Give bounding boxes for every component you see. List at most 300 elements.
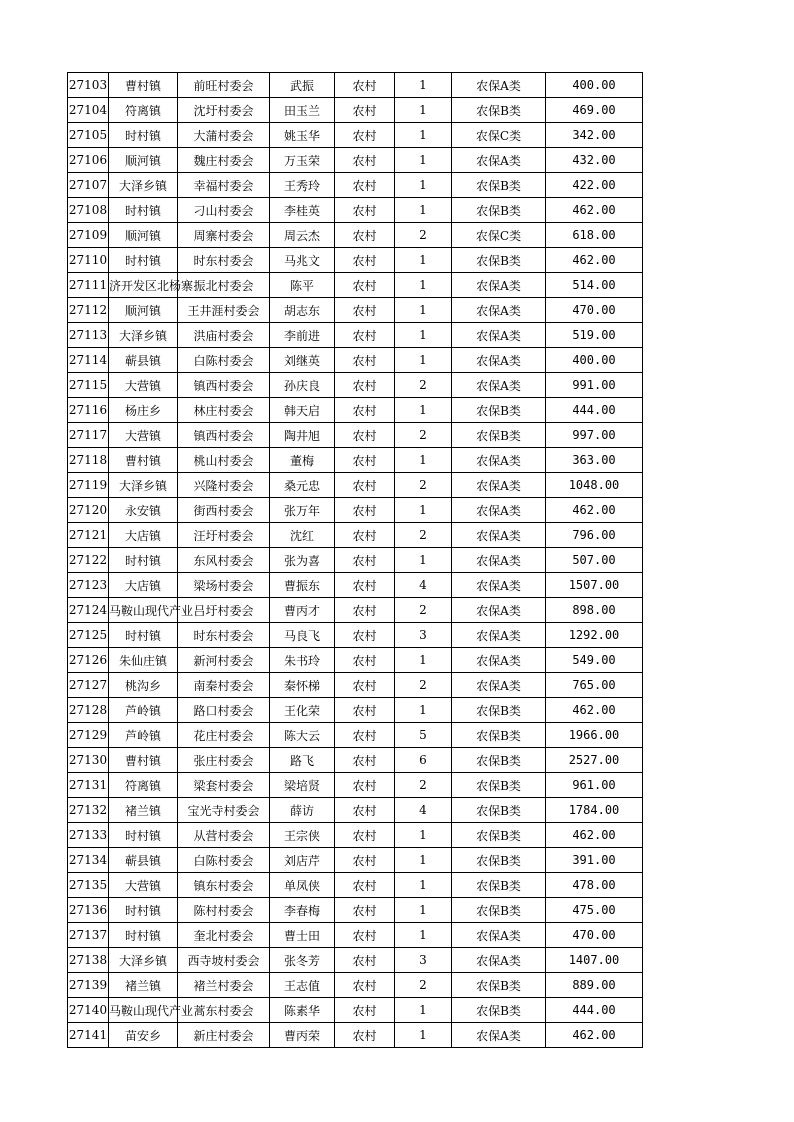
- village-committee-cell: 新庄村委会: [178, 1023, 270, 1048]
- town-cell: 大店镇: [109, 573, 178, 598]
- record-id-cell: 27115: [68, 373, 109, 398]
- table-row: [68, 98, 643, 123]
- amount-cell: 470.00: [546, 923, 643, 948]
- amount-cell: 1784.00: [546, 798, 643, 823]
- table-row: [68, 773, 643, 798]
- village-committee-cell: 白陈村委会: [178, 848, 270, 873]
- insurance-category-cell: 农保A类: [452, 448, 546, 473]
- amount-cell: 1292.00: [546, 623, 643, 648]
- village-committee-cell: 刁山村委会: [178, 198, 270, 223]
- record-id-cell: 27120: [68, 498, 109, 523]
- residence-type-cell: 农村: [335, 348, 395, 373]
- residence-type-cell: 农村: [335, 473, 395, 498]
- household-count-cell: 1: [395, 923, 452, 948]
- household-count-cell: 1: [395, 248, 452, 273]
- record-id-cell: 27121: [68, 523, 109, 548]
- residence-type-cell: 农村: [335, 1023, 395, 1048]
- residence-type-cell: 农村: [335, 923, 395, 948]
- insurance-category-cell: 农保A类: [452, 598, 546, 623]
- record-id-cell: 27105: [68, 123, 109, 148]
- town-cell: 马鞍山现代产业: [109, 598, 178, 623]
- insurance-category-cell: 农保A类: [452, 473, 546, 498]
- village-committee-cell: 陈村村委会: [178, 898, 270, 923]
- person-name-cell: 路飞: [270, 748, 335, 773]
- town-cell: 时村镇: [109, 123, 178, 148]
- insurance-category-cell: 农保A类: [452, 298, 546, 323]
- amount-cell: 1407.00: [546, 948, 643, 973]
- person-name-cell: 王化荣: [270, 698, 335, 723]
- insurance-category-cell: 农保B类: [452, 898, 546, 923]
- residence-type-cell: 农村: [335, 423, 395, 448]
- village-committee-cell: 奎北村委会: [178, 923, 270, 948]
- residence-type-cell: 农村: [335, 448, 395, 473]
- amount-cell: 462.00: [546, 198, 643, 223]
- table-row: [68, 398, 643, 423]
- table-row: [68, 248, 643, 273]
- village-committee-cell: 梁套村委会: [178, 773, 270, 798]
- town-cell: 顺河镇: [109, 223, 178, 248]
- town-cell: 大店镇: [109, 523, 178, 548]
- table-row: [68, 273, 643, 298]
- amount-cell: 478.00: [546, 873, 643, 898]
- person-name-cell: 韩天启: [270, 398, 335, 423]
- village-committee-cell: 洪庙村委会: [178, 323, 270, 348]
- household-count-cell: 2: [395, 473, 452, 498]
- village-committee-cell: 街西村委会: [178, 498, 270, 523]
- record-id-cell: 27125: [68, 623, 109, 648]
- village-committee-cell: 宝光寺村委会: [178, 798, 270, 823]
- relief-roster-table: [67, 72, 643, 1048]
- household-count-cell: 1: [395, 698, 452, 723]
- insurance-category-cell: 农保C类: [452, 123, 546, 148]
- amount-cell: 469.00: [546, 98, 643, 123]
- amount-cell: 889.00: [546, 973, 643, 998]
- insurance-category-cell: 农保B类: [452, 873, 546, 898]
- person-name-cell: 张万年: [270, 498, 335, 523]
- insurance-category-cell: 农保B类: [452, 798, 546, 823]
- village-committee-cell: 汪圩村委会: [178, 523, 270, 548]
- amount-cell: 462.00: [546, 498, 643, 523]
- record-id-cell: 27137: [68, 923, 109, 948]
- household-count-cell: 4: [395, 573, 452, 598]
- insurance-category-cell: 农保B类: [452, 973, 546, 998]
- insurance-category-cell: 农保A类: [452, 1023, 546, 1048]
- record-id-cell: 27106: [68, 148, 109, 173]
- town-cell: 桃沟乡: [109, 673, 178, 698]
- household-count-cell: 6: [395, 748, 452, 773]
- amount-cell: 1507.00: [546, 573, 643, 598]
- record-id-cell: 27111: [68, 273, 109, 298]
- person-name-cell: 薛访: [270, 798, 335, 823]
- amount-cell: 342.00: [546, 123, 643, 148]
- amount-cell: 514.00: [546, 273, 643, 298]
- insurance-category-cell: 农保A类: [452, 373, 546, 398]
- amount-cell: 1048.00: [546, 473, 643, 498]
- person-name-cell: 朱书玲: [270, 648, 335, 673]
- record-id-cell: 27126: [68, 648, 109, 673]
- village-committee-cell: 沈圩村委会: [178, 98, 270, 123]
- household-count-cell: 1: [395, 398, 452, 423]
- household-count-cell: 2: [395, 373, 452, 398]
- town-cell: 顺河镇: [109, 148, 178, 173]
- insurance-category-cell: 农保B类: [452, 698, 546, 723]
- insurance-category-cell: 农保B类: [452, 248, 546, 273]
- residence-type-cell: 农村: [335, 623, 395, 648]
- residence-type-cell: 农村: [335, 198, 395, 223]
- table-row: [68, 623, 643, 648]
- household-count-cell: 2: [395, 423, 452, 448]
- table-row: [68, 473, 643, 498]
- person-name-cell: 桑元忠: [270, 473, 335, 498]
- record-id-cell: 27129: [68, 723, 109, 748]
- village-committee-cell: 新河村委会: [178, 648, 270, 673]
- insurance-category-cell: 农保A类: [452, 148, 546, 173]
- household-count-cell: 2: [395, 598, 452, 623]
- record-id-cell: 27122: [68, 548, 109, 573]
- record-id-cell: 27130: [68, 748, 109, 773]
- amount-cell: 796.00: [546, 523, 643, 548]
- table-row: [68, 148, 643, 173]
- town-cell: 时村镇: [109, 198, 178, 223]
- residence-type-cell: 农村: [335, 998, 395, 1023]
- table-row: [68, 423, 643, 448]
- table-row: [68, 648, 643, 673]
- household-count-cell: 2: [395, 223, 452, 248]
- person-name-cell: 田玉兰: [270, 98, 335, 123]
- household-count-cell: 1: [395, 98, 452, 123]
- village-committee-cell: 镇西村委会: [178, 373, 270, 398]
- record-id-cell: 27112: [68, 298, 109, 323]
- table-row: [68, 223, 643, 248]
- insurance-category-cell: 农保A类: [452, 573, 546, 598]
- table-body: [68, 73, 643, 1048]
- town-cell: 时村镇: [109, 248, 178, 273]
- household-count-cell: 3: [395, 948, 452, 973]
- amount-cell: 961.00: [546, 773, 643, 798]
- insurance-category-cell: 农保B类: [452, 198, 546, 223]
- town-cell: 曹村镇: [109, 73, 178, 98]
- village-committee-cell: 桃山村委会: [178, 448, 270, 473]
- table-row: [68, 173, 643, 198]
- amount-cell: 462.00: [546, 1023, 643, 1048]
- town-cell: 大泽乡镇: [109, 948, 178, 973]
- household-count-cell: 1: [395, 548, 452, 573]
- amount-cell: 618.00: [546, 223, 643, 248]
- record-id-cell: 27113: [68, 323, 109, 348]
- table-row: [68, 873, 643, 898]
- amount-cell: 363.00: [546, 448, 643, 473]
- insurance-category-cell: 农保B类: [452, 848, 546, 873]
- insurance-category-cell: 农保A类: [452, 348, 546, 373]
- residence-type-cell: 农村: [335, 223, 395, 248]
- person-name-cell: 曹士田: [270, 923, 335, 948]
- village-committee-cell: 白陈村委会: [178, 348, 270, 373]
- person-name-cell: 王秀玲: [270, 173, 335, 198]
- record-id-cell: 27134: [68, 848, 109, 873]
- town-cell: 济开发区北杨寨: [109, 273, 178, 298]
- person-name-cell: 曹丙才: [270, 598, 335, 623]
- person-name-cell: 沈红: [270, 523, 335, 548]
- amount-cell: 444.00: [546, 398, 643, 423]
- household-count-cell: 1: [395, 648, 452, 673]
- town-cell: 芦岭镇: [109, 698, 178, 723]
- amount-cell: 765.00: [546, 673, 643, 698]
- village-committee-cell: 镇东村委会: [178, 873, 270, 898]
- residence-type-cell: 农村: [335, 173, 395, 198]
- residence-type-cell: 农村: [335, 323, 395, 348]
- table-row: [68, 1023, 643, 1048]
- household-count-cell: 1: [395, 73, 452, 98]
- amount-cell: 470.00: [546, 298, 643, 323]
- village-committee-cell: 王井涯村委会: [178, 298, 270, 323]
- person-name-cell: 单凤侠: [270, 873, 335, 898]
- record-id-cell: 27124: [68, 598, 109, 623]
- person-name-cell: 刘店芹: [270, 848, 335, 873]
- record-id-cell: 27117: [68, 423, 109, 448]
- residence-type-cell: 农村: [335, 548, 395, 573]
- household-count-cell: 1: [395, 348, 452, 373]
- village-committee-cell: 幸福村委会: [178, 173, 270, 198]
- table-row: [68, 123, 643, 148]
- record-id-cell: 27139: [68, 973, 109, 998]
- record-id-cell: 27135: [68, 873, 109, 898]
- residence-type-cell: 农村: [335, 723, 395, 748]
- residence-type-cell: 农村: [335, 598, 395, 623]
- household-count-cell: 1: [395, 848, 452, 873]
- village-committee-cell: 大蒲村委会: [178, 123, 270, 148]
- household-count-cell: 3: [395, 623, 452, 648]
- insurance-category-cell: 农保B类: [452, 398, 546, 423]
- amount-cell: 444.00: [546, 998, 643, 1023]
- insurance-category-cell: 农保A类: [452, 623, 546, 648]
- residence-type-cell: 农村: [335, 798, 395, 823]
- residence-type-cell: 农村: [335, 898, 395, 923]
- residence-type-cell: 农村: [335, 523, 395, 548]
- person-name-cell: 万玉荣: [270, 148, 335, 173]
- household-count-cell: 1: [395, 148, 452, 173]
- village-committee-cell: 魏庄村委会: [178, 148, 270, 173]
- residence-type-cell: 农村: [335, 673, 395, 698]
- household-count-cell: 1: [395, 1023, 452, 1048]
- table-row: [68, 73, 643, 98]
- person-name-cell: 曹丙荣: [270, 1023, 335, 1048]
- residence-type-cell: 农村: [335, 848, 395, 873]
- insurance-category-cell: 农保B类: [452, 773, 546, 798]
- insurance-category-cell: 农保B类: [452, 998, 546, 1023]
- residence-type-cell: 农村: [335, 648, 395, 673]
- insurance-category-cell: 农保B类: [452, 823, 546, 848]
- village-committee-cell: 褚兰村委会: [178, 973, 270, 998]
- record-id-cell: 27114: [68, 348, 109, 373]
- person-name-cell: 董梅: [270, 448, 335, 473]
- town-cell: 符离镇: [109, 773, 178, 798]
- record-id-cell: 27116: [68, 398, 109, 423]
- person-name-cell: 曹振东: [270, 573, 335, 598]
- insurance-category-cell: 农保A类: [452, 498, 546, 523]
- insurance-category-cell: 农保B类: [452, 423, 546, 448]
- village-committee-cell: 兴隆村委会: [178, 473, 270, 498]
- amount-cell: 391.00: [546, 848, 643, 873]
- residence-type-cell: 农村: [335, 948, 395, 973]
- town-cell: 杨庄乡: [109, 398, 178, 423]
- table-row: [68, 723, 643, 748]
- village-committee-cell: 林庄村委会: [178, 398, 270, 423]
- town-cell: 时村镇: [109, 898, 178, 923]
- insurance-category-cell: 农保B类: [452, 748, 546, 773]
- household-count-cell: 2: [395, 673, 452, 698]
- town-cell: 马鞍山现代产业: [109, 998, 178, 1023]
- residence-type-cell: 农村: [335, 973, 395, 998]
- record-id-cell: 27136: [68, 898, 109, 923]
- record-id-cell: 27123: [68, 573, 109, 598]
- amount-cell: 549.00: [546, 648, 643, 673]
- village-committee-cell: 从营村委会: [178, 823, 270, 848]
- record-id-cell: 27131: [68, 773, 109, 798]
- person-name-cell: 马良飞: [270, 623, 335, 648]
- village-committee-cell: 蒿东村委会: [178, 998, 270, 1023]
- village-committee-cell: 南秦村委会: [178, 673, 270, 698]
- village-committee-cell: 振北村委会: [178, 273, 270, 298]
- household-count-cell: 1: [395, 998, 452, 1023]
- amount-cell: 997.00: [546, 423, 643, 448]
- insurance-category-cell: 农保A类: [452, 73, 546, 98]
- table-row: [68, 198, 643, 223]
- village-committee-cell: 时东村委会: [178, 248, 270, 273]
- table-row: [68, 998, 643, 1023]
- town-cell: 大泽乡镇: [109, 473, 178, 498]
- town-cell: 朱仙庄镇: [109, 648, 178, 673]
- residence-type-cell: 农村: [335, 273, 395, 298]
- table-row: [68, 448, 643, 473]
- table-row: [68, 948, 643, 973]
- person-name-cell: 李前进: [270, 323, 335, 348]
- town-cell: 褚兰镇: [109, 798, 178, 823]
- household-count-cell: 1: [395, 823, 452, 848]
- residence-type-cell: 农村: [335, 773, 395, 798]
- table-row: [68, 348, 643, 373]
- table-row: [68, 598, 643, 623]
- village-committee-cell: 吕圩村委会: [178, 598, 270, 623]
- household-count-cell: 5: [395, 723, 452, 748]
- town-cell: 曹村镇: [109, 748, 178, 773]
- town-cell: 芦岭镇: [109, 723, 178, 748]
- table-row: [68, 548, 643, 573]
- residence-type-cell: 农村: [335, 873, 395, 898]
- household-count-cell: 1: [395, 873, 452, 898]
- town-cell: 大营镇: [109, 873, 178, 898]
- amount-cell: 991.00: [546, 373, 643, 398]
- household-count-cell: 1: [395, 898, 452, 923]
- residence-type-cell: 农村: [335, 298, 395, 323]
- insurance-category-cell: 农保B类: [452, 173, 546, 198]
- person-name-cell: 陈素华: [270, 998, 335, 1023]
- record-id-cell: 27127: [68, 673, 109, 698]
- household-count-cell: 1: [395, 323, 452, 348]
- table-row: [68, 848, 643, 873]
- person-name-cell: 孙庆良: [270, 373, 335, 398]
- town-cell: 永安镇: [109, 498, 178, 523]
- amount-cell: 507.00: [546, 548, 643, 573]
- town-cell: 大营镇: [109, 373, 178, 398]
- amount-cell: 462.00: [546, 698, 643, 723]
- town-cell: 符离镇: [109, 98, 178, 123]
- residence-type-cell: 农村: [335, 373, 395, 398]
- town-cell: 时村镇: [109, 623, 178, 648]
- town-cell: 蕲县镇: [109, 848, 178, 873]
- village-committee-cell: 周寨村委会: [178, 223, 270, 248]
- residence-type-cell: 农村: [335, 498, 395, 523]
- residence-type-cell: 农村: [335, 248, 395, 273]
- amount-cell: 475.00: [546, 898, 643, 923]
- amount-cell: 400.00: [546, 73, 643, 98]
- insurance-category-cell: 农保A类: [452, 523, 546, 548]
- record-id-cell: 27140: [68, 998, 109, 1023]
- residence-type-cell: 农村: [335, 573, 395, 598]
- record-id-cell: 27118: [68, 448, 109, 473]
- amount-cell: 1966.00: [546, 723, 643, 748]
- household-count-cell: 1: [395, 498, 452, 523]
- person-name-cell: 陈平: [270, 273, 335, 298]
- insurance-category-cell: 农保A类: [452, 548, 546, 573]
- table-row: [68, 673, 643, 698]
- household-count-cell: 2: [395, 773, 452, 798]
- town-cell: 蕲县镇: [109, 348, 178, 373]
- household-count-cell: 1: [395, 448, 452, 473]
- record-id-cell: 27108: [68, 198, 109, 223]
- record-id-cell: 27109: [68, 223, 109, 248]
- record-id-cell: 27107: [68, 173, 109, 198]
- record-id-cell: 27110: [68, 248, 109, 273]
- village-committee-cell: 前旺村委会: [178, 73, 270, 98]
- person-name-cell: 李春梅: [270, 898, 335, 923]
- record-id-cell: 27128: [68, 698, 109, 723]
- household-count-cell: 1: [395, 123, 452, 148]
- household-count-cell: 2: [395, 973, 452, 998]
- amount-cell: 898.00: [546, 598, 643, 623]
- person-name-cell: 张冬芳: [270, 948, 335, 973]
- insurance-category-cell: 农保A类: [452, 323, 546, 348]
- person-name-cell: 梁培贤: [270, 773, 335, 798]
- table-row: [68, 823, 643, 848]
- person-name-cell: 武振: [270, 73, 335, 98]
- village-committee-cell: 西寺坡村委会: [178, 948, 270, 973]
- residence-type-cell: 农村: [335, 698, 395, 723]
- table-row: [68, 323, 643, 348]
- record-id-cell: 27103: [68, 73, 109, 98]
- insurance-category-cell: 农保B类: [452, 723, 546, 748]
- residence-type-cell: 农村: [335, 73, 395, 98]
- amount-cell: 2527.00: [546, 748, 643, 773]
- table-row: [68, 523, 643, 548]
- amount-cell: 400.00: [546, 348, 643, 373]
- town-cell: 时村镇: [109, 923, 178, 948]
- household-count-cell: 1: [395, 173, 452, 198]
- amount-cell: 462.00: [546, 823, 643, 848]
- record-id-cell: 27138: [68, 948, 109, 973]
- person-name-cell: 王宗侠: [270, 823, 335, 848]
- person-name-cell: 陶井旭: [270, 423, 335, 448]
- person-name-cell: 王志值: [270, 973, 335, 998]
- town-cell: 大泽乡镇: [109, 173, 178, 198]
- household-count-cell: 4: [395, 798, 452, 823]
- insurance-category-cell: 农保A类: [452, 648, 546, 673]
- town-cell: 时村镇: [109, 823, 178, 848]
- person-name-cell: 周云杰: [270, 223, 335, 248]
- table-row: [68, 798, 643, 823]
- person-name-cell: 马兆文: [270, 248, 335, 273]
- village-committee-cell: 花庄村委会: [178, 723, 270, 748]
- record-id-cell: 27141: [68, 1023, 109, 1048]
